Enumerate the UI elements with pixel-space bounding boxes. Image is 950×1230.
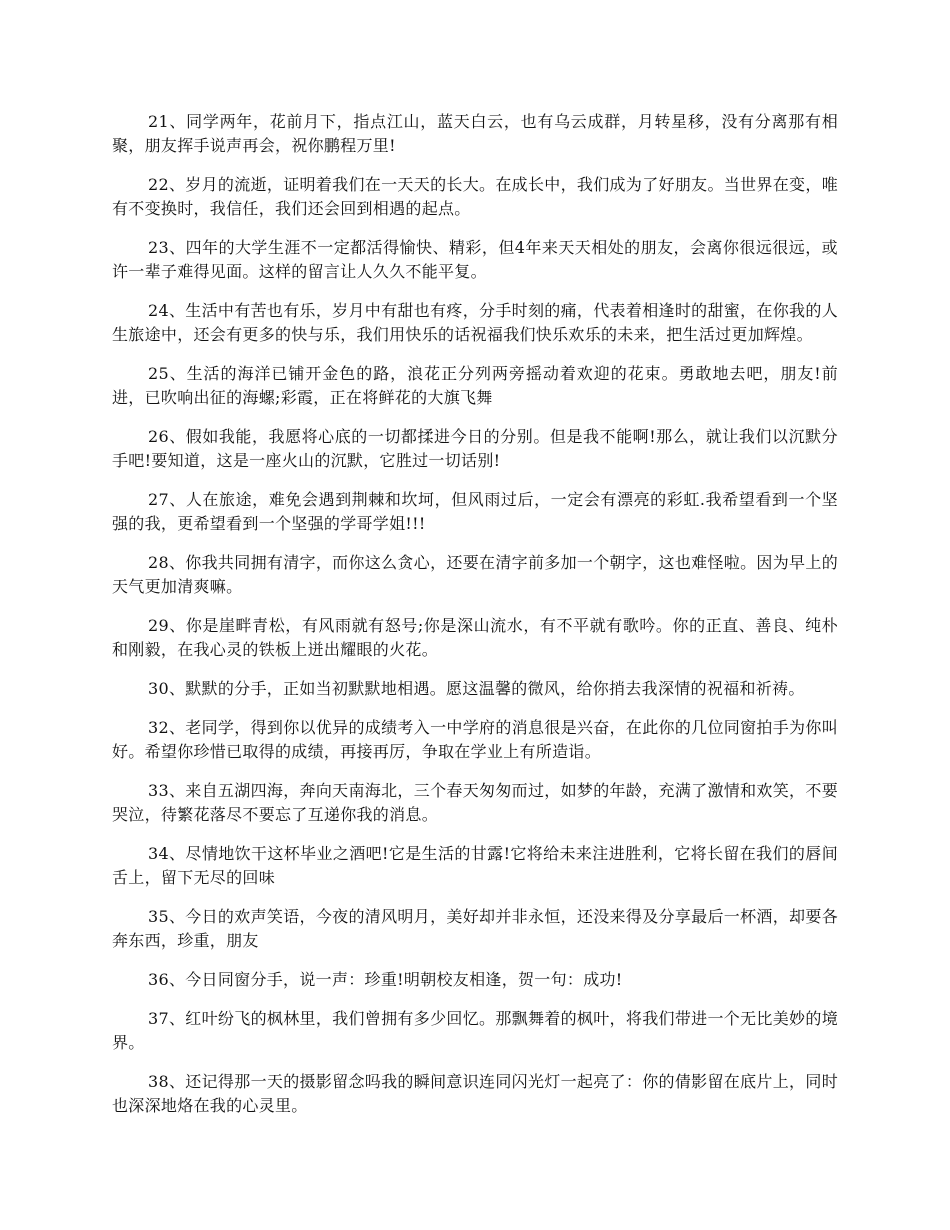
paragraph-37: 37、红叶纷飞的枫林里，我们曾拥有多少回忆。那飘舞着的枫叶，将我们带进一个无比美妙的境界。 (112, 1009, 838, 1052)
paragraph-21: 21、同学两年，花前月下，指点江山，蓝天白云，也有乌云成群，月转星移，没有分离那有相聚，朋友挥手说声再会，祝你鹏程万里! (112, 112, 838, 155)
paragraph-33: 33、来自五湖四海，奔向天南海北，三个春天匆匆而过，如梦的年龄，充满了激情和欢笑，不要哭泣，待繁花落尽不要忘了互递你我的消息。 (112, 781, 838, 824)
paragraph-27: 27、人在旅途，难免会遇到荆棘和坎坷，但风雨过后，一定会有漂亮的彩虹.我希望看到一个坚强的我，更希望看到一个坚强的学哥学姐!!! (112, 490, 838, 533)
paragraph-29: 29、你是崖畔青松，有风雨就有怒号;你是深山流水，有不平就有歌吟。你的正直、善良、纯朴和刚毅，在我心灵的铁板上迸出耀眼的火花。 (112, 616, 838, 659)
paragraph-32: 32、老同学，得到你以优异的成绩考入一中学府的消息很是兴奋，在此你的几位同窗拍手为你叫好。希望你珍惜已取得的成绩，再接再厉，争取在学业上有所造诣。 (112, 718, 838, 761)
paragraph-25: 25、生活的海洋已铺开金色的路，浪花正分列两旁摇动着欢迎的花束。勇敢地去吧，朋友!前进，已吹响出征的海螺;彩霞，正在将鲜花的大旗飞舞 (112, 364, 838, 407)
paragraph-28: 28、你我共同拥有清字，而你这么贪心，还要在清字前多加一个朝字，这也难怪啦。因为早上的天气更加清爽嘛。 (112, 553, 838, 596)
paragraph-36: 36、今日同窗分手，说一声：珍重!明朝校友相逢，贺一句：成功! (148, 970, 623, 989)
paragraph-24: 24、生活中有苦也有乐，岁月中有甜也有疼，分手时刻的痛，代表着相逢时的甜蜜，在你我的人生旅途中，还会有更多的快与乐，我们用快乐的话祝福我们快乐欢乐的未来，把生活过更加辉煌。 (112, 301, 838, 344)
paragraph-38: 38、还记得那一天的摄影留念吗我的瞬间意识连同闪光灯一起亮了：你的倩影留在底片上，同时也深深地烙在我的心灵里。 (112, 1072, 838, 1115)
paragraph-35: 35、今日的欢声笑语，今夜的清风明月，美好却并非永恒，还没来得及分享最后一杯酒，却要各奔东西，珍重，朋友 (112, 907, 838, 950)
paragraph-26: 26、假如我能，我愿将心底的一切都揉进今日的分别。但是我不能啊!那么，就让我们以沉默分手吧!要知道，这是一座火山的沉默，它胜过一切话别! (112, 427, 838, 470)
paragraph-22: 22、岁月的流逝，证明着我们在一天天的长大。在成长中，我们成为了好朋友。当世界在变，唯有不变换时，我信任，我们还会回到相遇的起点。 (112, 175, 838, 218)
paragraph-30: 30、默默的分手，正如当初默默地相遇。愿这温馨的微风，给你捎去我深情的祝福和祈祷。 (148, 679, 805, 698)
paragraph-23: 23、四年的大学生涯不一定都活得愉快、精彩，但4年来天天相处的朋友，会离你很远很远，或许一辈子难得见面。这样的留言让人久久不能平复。 (112, 238, 838, 281)
paragraph-34: 34、尽情地饮干这杯毕业之酒吧!它是生活的甘露!它将给未来注进胜利，它将长留在我们的唇间舌上，留下无尽的回味 (112, 844, 838, 887)
